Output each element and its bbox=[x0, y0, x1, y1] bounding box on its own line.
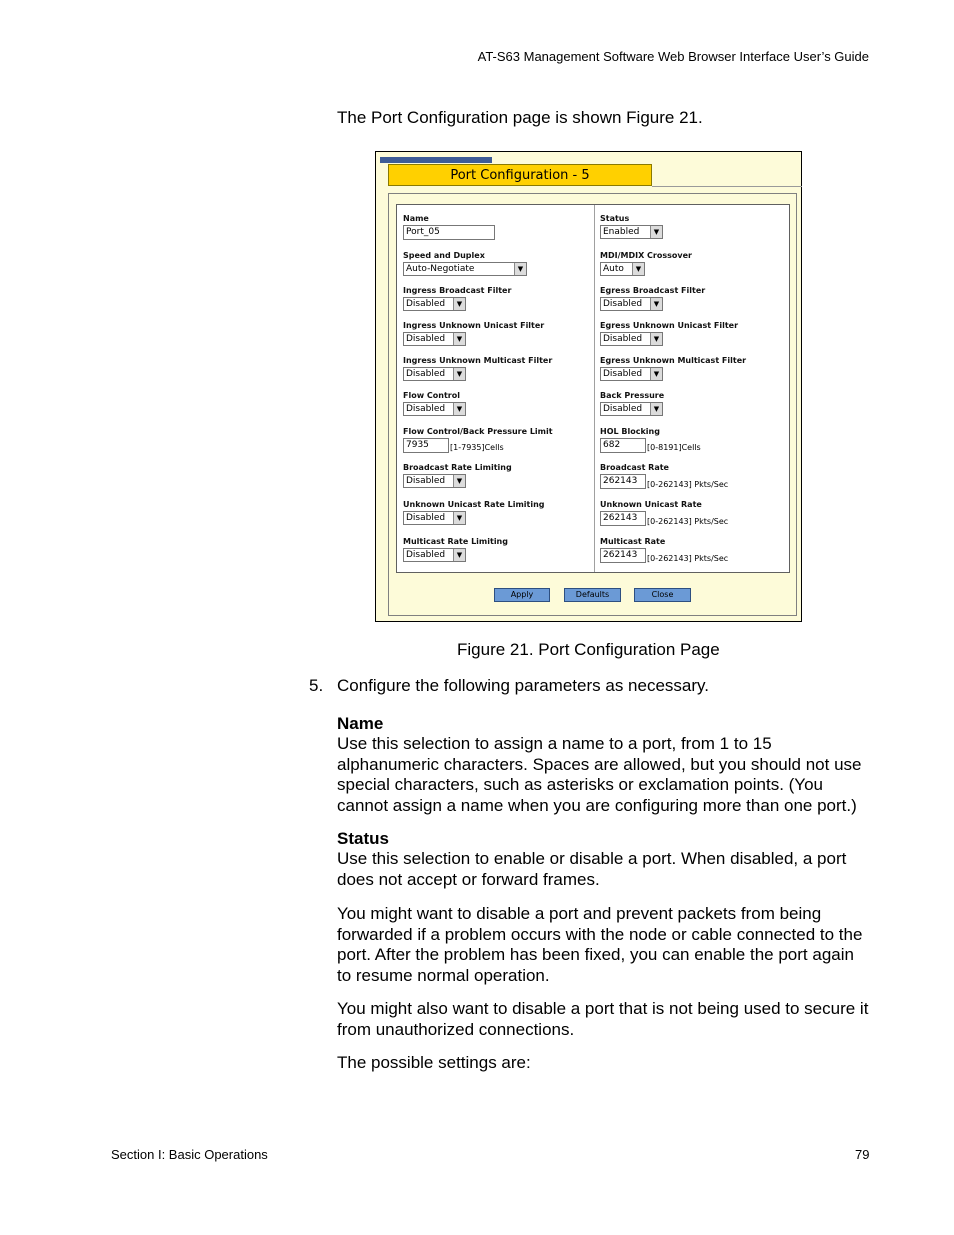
page-number: 79 bbox=[855, 1147, 870, 1162]
flow-control-select[interactable] bbox=[403, 402, 466, 416]
running-header: AT-S63 Management Software Web Browser Interface User’s Guide bbox=[477, 49, 869, 64]
broadcast-rate-input[interactable]: 262143 bbox=[600, 474, 646, 489]
egress-unknown-multicast-filter-select[interactable] bbox=[600, 367, 663, 381]
speed-duplex-select[interactable] bbox=[403, 262, 527, 276]
chevron-down-icon[interactable]: ▼ bbox=[453, 298, 465, 310]
paragraph-unused-port: You might also want to disable a port that is not being used to secure it from unauthorized connections. bbox=[337, 999, 869, 1039]
mdi-mdix-crossover-select[interactable] bbox=[600, 262, 645, 276]
flow-control-value: Disabled bbox=[406, 404, 446, 414]
chevron-down-icon[interactable]: ▼ bbox=[514, 263, 526, 275]
chevron-down-icon[interactable]: ▼ bbox=[632, 263, 644, 275]
status-label: Status bbox=[600, 214, 630, 223]
flow-control-back-pressure-limit-label: Flow Control/Back Pressure Limit bbox=[403, 427, 553, 436]
name-heading: Name bbox=[337, 714, 384, 733]
apply-button[interactable]: Apply bbox=[494, 588, 550, 602]
figure-caption: Figure 21. Port Configuration Page bbox=[457, 640, 720, 659]
status-value: Enabled bbox=[603, 227, 640, 237]
port-configuration-figure bbox=[375, 151, 802, 622]
tab-divider bbox=[652, 186, 802, 187]
mdi-mdix-crossover-value: Auto bbox=[603, 264, 624, 274]
ingress-unknown-multicast-filter-value: Disabled bbox=[406, 369, 446, 379]
name-body: Use this selection to assign a name to a port, from 1 to 15 alphanumeric characters. Spaces are allowed, but you should not use special characters, such as asterisks or exclamation points. (You cannot assign a name when you are configuring more than one port.) bbox=[337, 734, 862, 815]
chevron-down-icon[interactable]: ▼ bbox=[453, 475, 465, 487]
ingress-broadcast-filter-label: Ingress Broadcast Filter bbox=[403, 286, 512, 295]
status-select[interactable] bbox=[600, 225, 663, 239]
multicast-rate-input[interactable]: 262143 bbox=[600, 548, 646, 563]
multicast-rate-label: Multicast Rate bbox=[600, 537, 666, 546]
egress-unknown-multicast-filter-value: Disabled bbox=[603, 369, 643, 379]
unknown-unicast-rate-input[interactable]: 262143 bbox=[600, 511, 646, 526]
multicast-rate-limiting-value: Disabled bbox=[406, 550, 446, 560]
chevron-down-icon[interactable]: ▼ bbox=[650, 333, 662, 345]
name-input[interactable]: Port_05 bbox=[403, 225, 495, 240]
unknown-unicast-rate-range: [0-262143] Pkts/Sec bbox=[647, 517, 729, 526]
chevron-down-icon[interactable]: ▼ bbox=[453, 549, 465, 561]
broadcast-rate-limiting-select[interactable] bbox=[403, 474, 466, 488]
step-text: Configure the following parameters as necessary. bbox=[337, 676, 709, 695]
tab-strip bbox=[380, 157, 492, 163]
unknown-unicast-rate-limiting-value: Disabled bbox=[406, 513, 446, 523]
speed-duplex-value: Auto-Negotiate bbox=[406, 264, 475, 274]
chevron-down-icon[interactable]: ▼ bbox=[453, 403, 465, 415]
ingress-broadcast-filter-value: Disabled bbox=[406, 299, 446, 309]
egress-broadcast-filter-label: Egress Broadcast Filter bbox=[600, 286, 706, 295]
speed-duplex-label: Speed and Duplex bbox=[403, 251, 485, 260]
chevron-down-icon[interactable]: ▼ bbox=[453, 368, 465, 380]
close-button[interactable]: Close bbox=[634, 588, 691, 602]
unknown-unicast-rate-limiting-label: Unknown Unicast Rate Limiting bbox=[403, 500, 545, 509]
broadcast-rate-limiting-value: Disabled bbox=[406, 476, 446, 486]
status-heading: Status bbox=[337, 829, 389, 848]
hol-blocking-input[interactable]: 682 bbox=[600, 438, 646, 453]
multicast-rate-range: [0-262143] Pkts/Sec bbox=[647, 554, 729, 563]
chevron-down-icon[interactable]: ▼ bbox=[453, 512, 465, 524]
ingress-unknown-unicast-filter-select[interactable] bbox=[403, 332, 466, 346]
column-divider bbox=[594, 205, 595, 572]
paragraph-disable-port: You might want to disable a port and prevent packets from being forwarded if a problem occurs with the node or cable connected to the port. After the problem has been fixed, you can enable the port again to resume normal operation. bbox=[337, 904, 863, 985]
name-label: Name bbox=[403, 214, 429, 223]
multicast-rate-limiting-label: Multicast Rate Limiting bbox=[403, 537, 508, 546]
chevron-down-icon[interactable]: ▼ bbox=[650, 298, 662, 310]
config-form bbox=[396, 204, 790, 573]
hol-blocking-label: HOL Blocking bbox=[600, 427, 660, 436]
defaults-button[interactable]: Defaults bbox=[564, 588, 621, 602]
multicast-rate-limiting-select[interactable] bbox=[403, 548, 466, 562]
chevron-down-icon[interactable]: ▼ bbox=[650, 403, 662, 415]
flow-control-label: Flow Control bbox=[403, 391, 460, 400]
ingress-unknown-multicast-filter-label: Ingress Unknown Multicast Filter bbox=[403, 356, 553, 365]
broadcast-rate-limiting-label: Broadcast Rate Limiting bbox=[403, 463, 512, 472]
back-pressure-label: Back Pressure bbox=[600, 391, 665, 400]
egress-broadcast-filter-select[interactable] bbox=[600, 297, 663, 311]
ingress-unknown-unicast-filter-value: Disabled bbox=[406, 334, 446, 344]
step-number: 5. bbox=[309, 676, 324, 695]
flow-control-back-pressure-range: [1-7935]Cells bbox=[450, 443, 504, 452]
egress-unknown-unicast-filter-value: Disabled bbox=[603, 334, 643, 344]
hol-blocking-range: [0-8191]Cells bbox=[647, 443, 701, 452]
unknown-unicast-rate-label: Unknown Unicast Rate bbox=[600, 500, 702, 509]
footer-section: Section I: Basic Operations bbox=[111, 1147, 268, 1162]
chevron-down-icon[interactable]: ▼ bbox=[650, 368, 662, 380]
mdi-mdix-crossover-label: MDI/MDIX Crossover bbox=[600, 251, 692, 260]
broadcast-rate-label: Broadcast Rate bbox=[600, 463, 669, 472]
broadcast-rate-range: [0-262143] Pkts/Sec bbox=[647, 480, 729, 489]
flow-control-back-pressure-limit-input[interactable]: 7935 bbox=[403, 438, 449, 453]
egress-unknown-unicast-filter-label: Egress Unknown Unicast Filter bbox=[600, 321, 739, 330]
egress-unknown-multicast-filter-label: Egress Unknown Multicast Filter bbox=[600, 356, 747, 365]
chevron-down-icon[interactable]: ▼ bbox=[453, 333, 465, 345]
status-body: Use this selection to enable or disable a port. When disabled, a port does not accept or forward frames. bbox=[337, 849, 847, 889]
ingress-unknown-unicast-filter-label: Ingress Unknown Unicast Filter bbox=[403, 321, 545, 330]
intro-text: The Port Configuration page is shown Figure 21. bbox=[337, 108, 703, 127]
egress-unknown-unicast-filter-select[interactable] bbox=[600, 332, 663, 346]
back-pressure-select[interactable] bbox=[600, 402, 663, 416]
config-panel bbox=[388, 193, 797, 616]
tab-port-configuration[interactable]: Port Configuration - 5 bbox=[388, 164, 652, 186]
ingress-broadcast-filter-select[interactable] bbox=[403, 297, 466, 311]
back-pressure-value: Disabled bbox=[603, 404, 643, 414]
unknown-unicast-rate-limiting-select[interactable] bbox=[403, 511, 466, 525]
ingress-unknown-multicast-filter-select[interactable] bbox=[403, 367, 466, 381]
chevron-down-icon[interactable]: ▼ bbox=[650, 226, 662, 238]
egress-broadcast-filter-value: Disabled bbox=[603, 299, 643, 309]
paragraph-possible-settings: The possible settings are: bbox=[337, 1053, 531, 1072]
